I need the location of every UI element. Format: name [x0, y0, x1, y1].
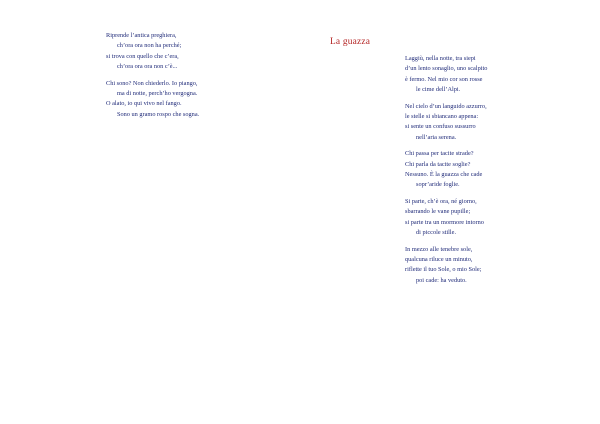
verse-line: si sente un confuso sussurro — [405, 123, 476, 131]
verse-line: nell’aria serena. — [416, 133, 457, 141]
stanza — [405, 54, 585, 96]
verse-line: le cime dell’Alpi. — [416, 86, 461, 94]
verse-line: si parte tra un mormore intorno — [405, 218, 484, 226]
right-page — [300, 0, 600, 424]
verse-line: Si parte, ch’è ora, né giorno, — [405, 197, 477, 205]
verse-line: riflette il tuo Sole, o mio Sole; — [405, 266, 482, 274]
verse-line: sbarrando le vane pupille; — [405, 208, 471, 216]
verse-line: le stelle si sbiancano appena: — [405, 113, 479, 121]
stanza — [405, 149, 585, 191]
stanza — [405, 197, 585, 239]
verse-line: di piccole stille. — [416, 229, 457, 237]
verse-line: poi cade: ha veduto. — [416, 276, 467, 284]
verse-line: si trova con quello che c’era, — [106, 52, 179, 60]
verse-line: O alato, io qui vivo nel fango. — [106, 100, 182, 108]
verse-line: ch’ora ora ora non c’è... — [117, 63, 178, 71]
verse-line: ch’ora ora non ha perché; — [117, 42, 182, 50]
poem-title: La guazza — [330, 37, 371, 47]
verse-line: è fermo. Nel mio cor son rosse — [405, 75, 483, 83]
stanza — [106, 79, 291, 121]
verse-line: Nessuno. È la guazza che cade — [405, 171, 483, 179]
verse-line: Nel cielo d’un languido azzurro, — [405, 102, 487, 110]
verse-line: Chi parla da tacite soglie? — [405, 160, 471, 168]
stanza — [106, 31, 291, 73]
verse-line: In mezzo alle tenebre sole, — [405, 245, 473, 253]
left-poem — [106, 31, 291, 126]
right-poem — [405, 54, 585, 292]
stanza — [405, 102, 585, 144]
verse-line: Riprende l’antica preghiera, — [106, 32, 177, 39]
verse-line: Laggiù, nella notte, tra siepi — [405, 55, 476, 62]
verse-line: d’un lento sonaglio, uno scalpito — [405, 65, 488, 73]
stanza — [405, 245, 585, 287]
verse-line: Chi passa per tacite strade? — [405, 150, 474, 158]
verse-line: sopr’aride foglie. — [416, 181, 460, 189]
verse-line: qualcuna riluce un minuto, — [405, 255, 473, 263]
verse-line: ma di notte, perch’ho vergogna. — [117, 90, 198, 98]
verse-line: Chi sono? Non chiederlo. Io piango, — [106, 79, 198, 87]
verse-line: Sono un gramo rospo che sogna. — [117, 110, 200, 118]
